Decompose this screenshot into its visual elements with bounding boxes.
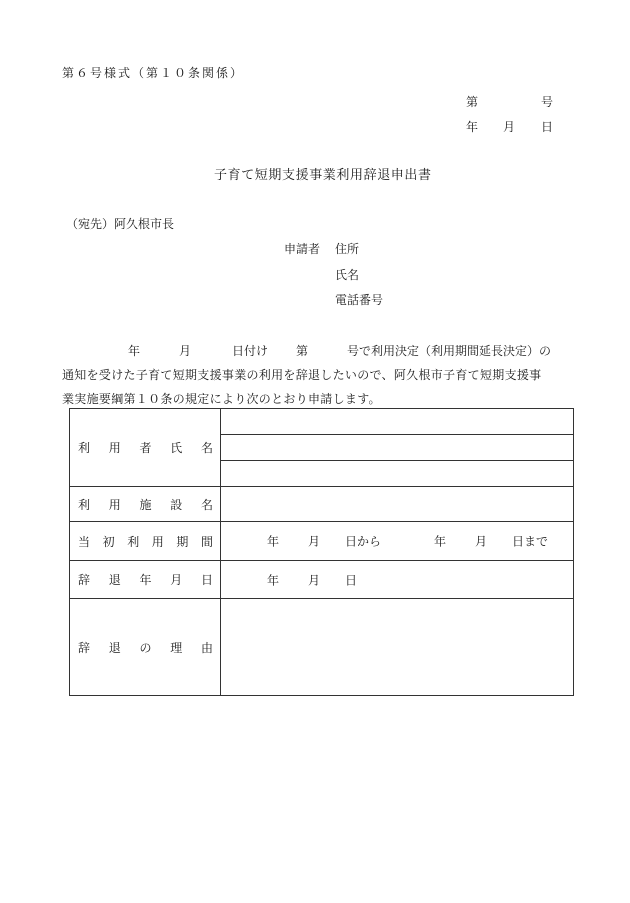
body-line3: 業実施要綱第１０条の規定により次のとおり申請します。 — [62, 392, 381, 406]
form-number: 第６号様式（第１０条関係） — [62, 66, 245, 80]
withdraw-year: 年 — [267, 573, 280, 587]
application-table — [69, 408, 574, 696]
applicant-address-label: 住所 — [335, 242, 360, 256]
reason-label-char: の — [139, 640, 152, 655]
withdraw-day: 日 — [345, 573, 358, 587]
period-from-month: 月 — [308, 534, 321, 549]
period-label-char: 期 — [176, 534, 189, 549]
date-year: 年 — [466, 120, 479, 134]
user-name-field-2[interactable] — [221, 435, 574, 461]
period-to-year: 年 — [434, 534, 447, 549]
body-line1-dai: 第 — [296, 344, 309, 358]
addressee: （宛先）阿久根市長 — [66, 217, 175, 231]
facility-label-char: 利 — [78, 497, 91, 512]
period-label-char: 初 — [102, 534, 115, 549]
applicant-label: 申請者 — [284, 242, 321, 256]
body-line1-year: 年 — [128, 344, 141, 358]
withdraw-date-label-char: 年 — [139, 573, 152, 587]
facility-field[interactable] — [221, 487, 574, 522]
period-label-cell — [70, 522, 221, 561]
period-to-day: 日まで — [512, 534, 549, 549]
reason-label-char: 辞 — [78, 640, 91, 655]
date-month: 月 — [503, 120, 516, 134]
withdraw-month: 月 — [308, 573, 321, 587]
facility-label-cell — [70, 487, 221, 522]
withdraw-date-label-char: 日 — [200, 573, 213, 587]
period-to-month: 月 — [475, 534, 488, 549]
withdraw-date-label-char: 退 — [108, 573, 121, 587]
withdraw-date-field[interactable] — [221, 561, 574, 599]
user-name-label-char: 名 — [200, 441, 213, 455]
body-line1-date-suffix: 日付け — [232, 344, 269, 358]
period-from-day: 日から — [345, 534, 382, 549]
doc-number-dai: 第 — [466, 95, 479, 109]
reason-label-char: 退 — [108, 640, 121, 655]
withdraw-date-label-char: 辞 — [78, 573, 91, 587]
facility-label-char: 施 — [139, 497, 152, 512]
applicant-name-label: 氏名 — [335, 268, 360, 282]
body-line1-month: 月 — [179, 344, 192, 358]
period-label-char: 用 — [151, 534, 164, 549]
period-field[interactable] — [221, 522, 574, 561]
period-label-char: 利 — [127, 534, 140, 549]
period-label-char: 当 — [78, 534, 91, 549]
reason-label-char: 理 — [170, 640, 183, 655]
user-name-label-cell — [70, 409, 221, 487]
body-line2: 通知を受けた子育て短期支援事業の利用を辞退したいので、阿久根市子育て短期支援事 — [62, 368, 542, 382]
facility-label-char: 用 — [108, 497, 121, 512]
user-name-label-char: 者 — [139, 441, 152, 455]
body-line1-rest: 号で利用決定（利用期間延長決定）の — [347, 344, 552, 358]
reason-label-cell — [70, 599, 221, 696]
user-name-label-char: 利 — [78, 441, 91, 455]
reason-field[interactable] — [221, 599, 574, 696]
reason-label-char: 由 — [200, 640, 213, 655]
document-title: 子育て短期支援事業利用辞退申出書 — [214, 168, 432, 183]
user-name-label-char: 氏 — [170, 441, 183, 455]
user-name-field-1[interactable] — [221, 409, 574, 435]
facility-label-char: 名 — [200, 497, 213, 512]
period-from-year: 年 — [267, 534, 280, 549]
period-label-char: 間 — [200, 534, 213, 549]
doc-number-go: 号 — [541, 95, 554, 109]
applicant-phone-label: 電話番号 — [335, 293, 384, 307]
facility-label-char: 設 — [170, 497, 183, 512]
withdraw-date-label-char: 月 — [170, 573, 183, 587]
user-name-field-3[interactable] — [221, 461, 574, 487]
date-day: 日 — [541, 120, 554, 134]
user-name-label-char: 用 — [108, 441, 121, 455]
withdraw-date-label-cell — [70, 561, 221, 599]
